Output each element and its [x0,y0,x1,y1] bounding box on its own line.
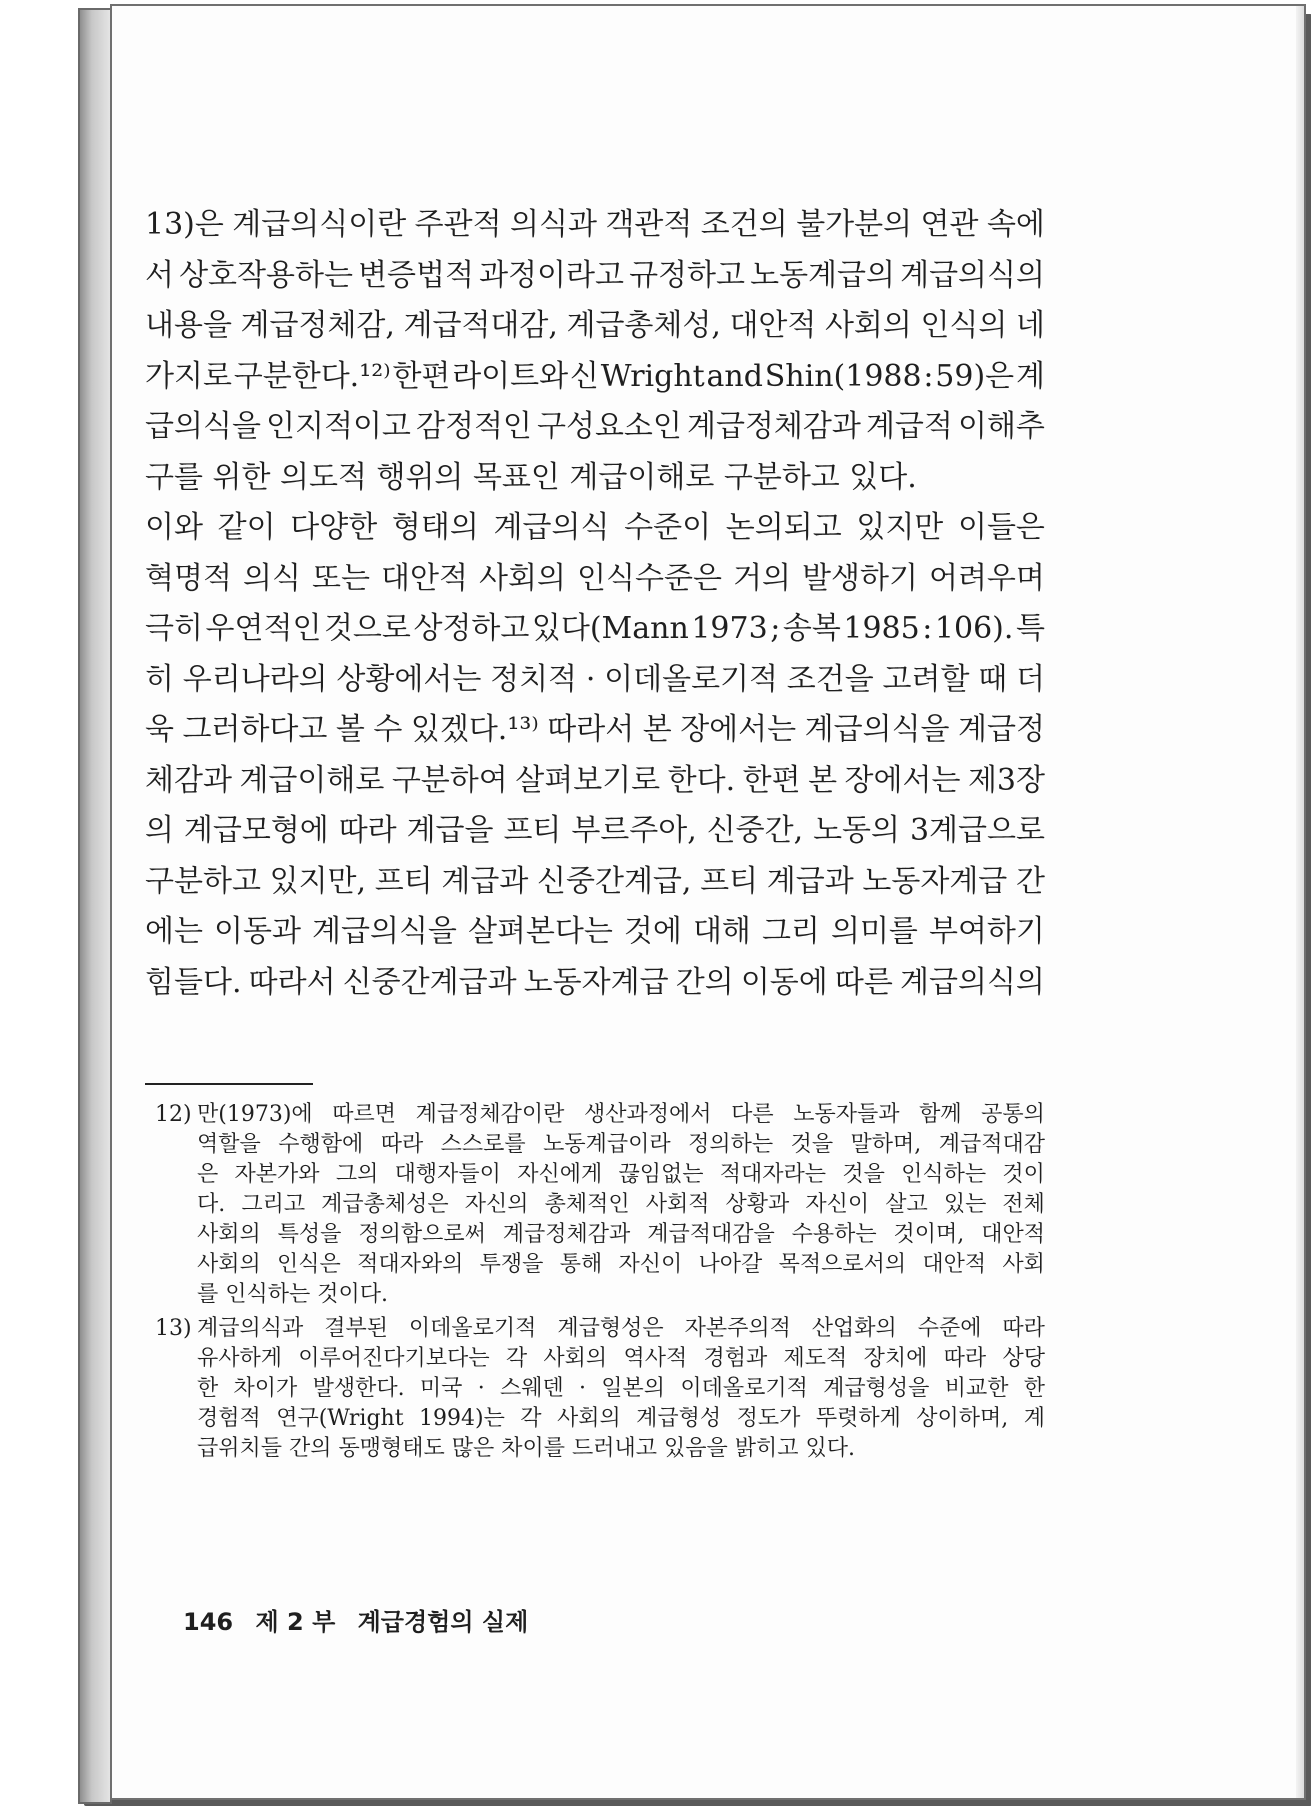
body-text [145,200,1045,1008]
body-line: 욱 그러하다고 볼 수 있겠다.¹³⁾ 따라서 본 장에서는 계급의식을 계급정 [145,712,1045,747]
page-edge [1296,6,1304,1798]
body-line: 내용을 계급정체감, 계급적대감, 계급총체성, 대안적 사회의 인식의 네 [145,308,1045,343]
body-line: 에는 이동과 계급의식을 살펴본다는 것에 대해 그리 의미를 부여하기 [145,914,1045,949]
footnote-line: 계급의식과 결부된 이데올로기적 계급형성은 자본주의적 산업화의 수준에 따라 [197,1316,1045,1341]
section-title: 계급경험의 실제 [357,1608,529,1636]
footnote-line: 사회의 특성을 정의함으로써 계급정체감과 계급적대감을 수용하는 것이며, 대안적 [197,1222,1045,1247]
footnote [155,1100,1045,1310]
body-line: 체감과 계급이해로 구분하여 살펴보기로 한다. 한편 본 장에서는 제3장 [145,762,1045,798]
footnote-line: 한 차이가 발생한다. 미국 · 스웨덴 · 일본의 이데올로기적 계급형성을 비교한 한 [197,1376,1045,1401]
body-line: 구를 위한 의도적 행위의 목표인 계급이해로 구분하고 있다. [145,459,917,495]
footnote-number: 12) [155,1102,192,1127]
footnote [155,1314,1045,1464]
footnote-line: 급위치들 간의 동맹형태도 많은 차이를 드러내고 있음을 밝히고 있다. [197,1436,855,1461]
body-line: 극히 우연적인 것으로 상정하고 있다(Mann 1973 ; 송복 1985 : 106). 특 [145,611,1045,646]
running-footer [183,1602,542,1637]
footnote-line: 은 자본가와 그의 대행자들이 자신에게 끊임없는 적대자라는 것을 인식하는 것이 [197,1162,1045,1187]
page-number: 146 [183,1608,234,1636]
body-line: 혁명적 의식 또는 대안적 사회의 인식수준은 거의 발생하기 어려우며 [145,560,1045,596]
body-line: 이와 같이 다양한 형태의 계급의식 수준이 논의되고 있지만 이들은 [145,510,1045,545]
footnote-divider [145,1083,313,1085]
footnote-line: 경험적 연구(Wright 1994)는 각 사회의 계급형성 정도가 뚜렷하게 상이하며, 계 [197,1406,1045,1431]
body-line: 가지로 구분한다.¹²⁾ 한편 라이트와 신 Wright and Shin(1988 : 59)은 계 [145,358,1045,394]
body-line: 의 계급모형에 따라 계급을 프티 부르주아, 신중간, 노동의 3계급으로 [145,813,1045,848]
body-line: 급의식을 인지적이고 감정적인 구성요소인 계급정체감과 계급적 이해추 [145,409,1045,444]
footnotes [155,1100,1045,1468]
body-line: 히 우리나라의 상황에서는 정치적 · 이데올로기적 조건을 고려할 때 더 [145,661,1045,697]
footnote-line: 역할을 수행함에 따라 스스로를 노동계급이라 정의하는 것을 말하며, 계급적대감 [197,1132,1045,1157]
footnote-line: 만(1973)에 따르면 계급정체감이란 생산과정에서 다른 노동자들과 함께 공통의 [197,1102,1045,1127]
body-line: 서 상호작용하는 변증법적 과정이라고 규정하고 노동계급의 계급의식의 [145,257,1045,293]
body-line: 구분하고 있지만, 프티 계급과 신중간계급, 프티 계급과 노동자계급 간 [145,863,1045,899]
body-line: 힘들다. 따라서 신중간계급과 노동자계급 간의 이동에 따른 계급의식의 [145,964,1045,1000]
part-title: 제 2 부 [255,1608,336,1636]
book-spine [78,8,112,1804]
footnote-number: 13) [155,1316,192,1341]
footnote-line: 유사하게 이루어진다기보다는 각 사회의 역사적 경험과 제도적 장치에 따라 상당 [197,1346,1045,1371]
footnote-line: 를 인식하는 것이다. [197,1282,388,1307]
footnote-line: 다. 그리고 계급총체성은 자신의 총체적인 사회적 상황과 자신이 살고 있는 전체 [197,1192,1045,1217]
body-line: 13)은 계급의식이란 주관적 의식과 객관적 조건의 불가분의 연관 속에 [145,207,1045,242]
footnote-line: 사회의 인식은 적대자와의 투쟁을 통해 자신이 나아갈 목적으로서의 대안적 사회 [197,1252,1045,1277]
